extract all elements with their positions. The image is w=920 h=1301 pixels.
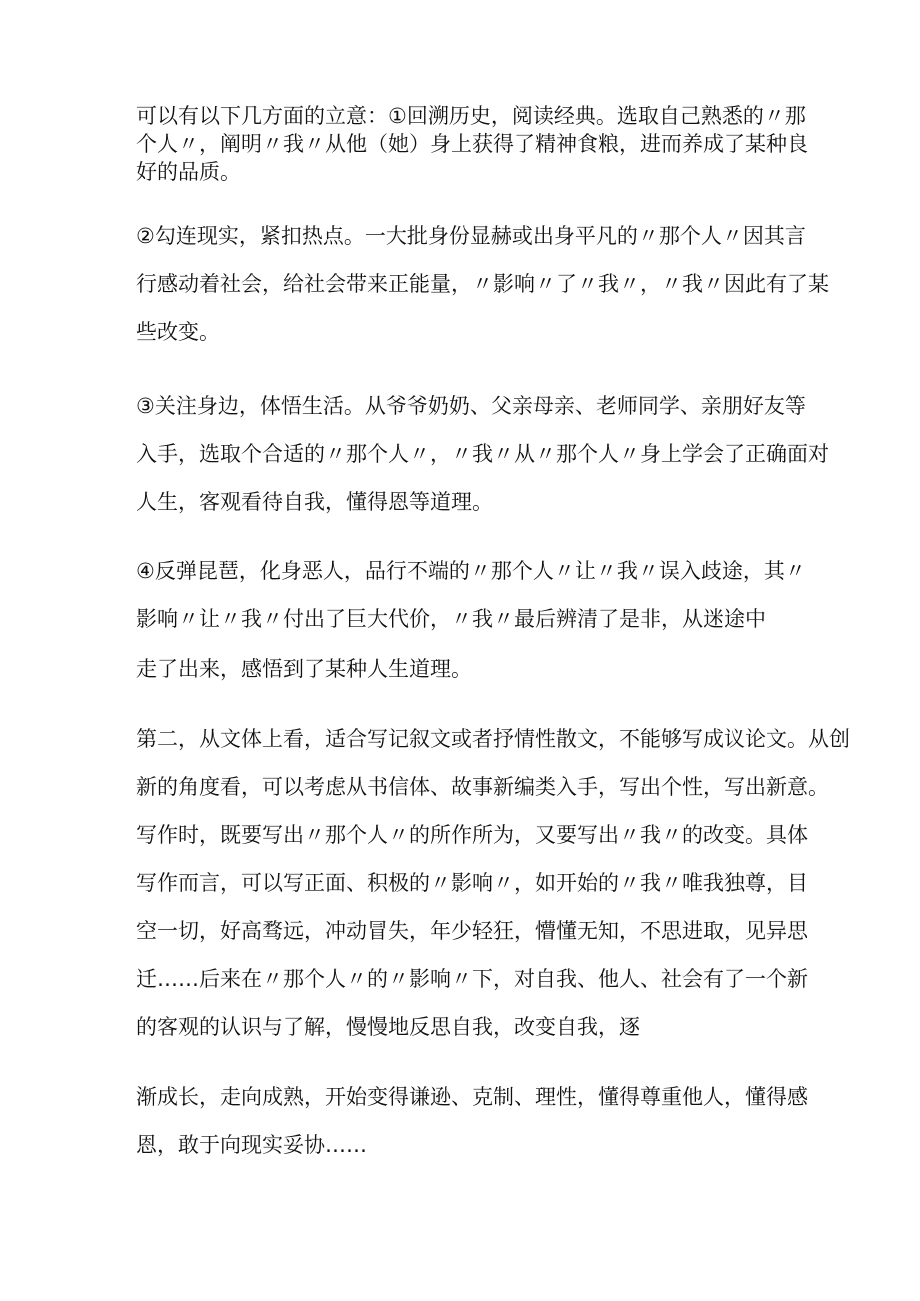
text-line: 渐成长，走向成熟，开始变得谦逊、克制、理性，懂得尊重他人，懂得感 <box>136 1085 808 1109</box>
text-line: 空一切，好高骛远，冲动冒失，年少轻狂，懵懂无知，不思进取，见异思 <box>136 919 808 943</box>
text-line: 好的品质。 <box>136 160 241 184</box>
text-line: 入手，选取个合适的〃那个人〃，〃我〃从〃那个人〃身上学会了正确面对 <box>136 442 829 466</box>
text-line: 迁……后来在〃那个人〃的〃影响〃下，对自我、他人、社会有了一个新 <box>136 967 808 991</box>
text-line: 写作时，既要写出〃那个人〃的所作所为，又要写出〃我〃的改变。具体 <box>136 823 808 847</box>
text-line: 可以有以下几方面的立意：①回溯历史，阅读经典。选取自己熟悉的〃那 <box>136 104 806 128</box>
text-line: ④反弹昆琶，化身恶人，品行不端的〃那个人〃让〃我〃误入歧途，其〃 <box>136 559 806 583</box>
text-line: 走了出来，感悟到了某种人生道理。 <box>136 657 472 681</box>
text-line: 个人〃，阐明〃我〃从他（她）身上获得了精神食粮，进而养成了某种良 <box>136 132 808 156</box>
text-line: 新的角度看，可以考虑从书信体、故事新编类入手，写出个性，写出新意。 <box>136 775 829 799</box>
text-line: 些改变。 <box>136 320 220 344</box>
text-line: 行感动着社会，给社会带来正能量，〃影响〃了〃我〃，〃我〃因此有了某 <box>136 272 829 296</box>
text-line: ③关注身边，体悟生活。从爷爷奶奶、父亲母亲、老师同学、亲朋好友等 <box>136 394 806 418</box>
text-line: 恩，敢于向现实妥协…… <box>136 1133 367 1157</box>
text-line: 的客观的认识与了解，慢慢地反思自我，改变自我，逐 <box>136 1015 640 1039</box>
text-line: 人生，客观看待自我，懂得恩等道理。 <box>136 490 493 514</box>
text-line: ②勾连现实，紧扣热点。一大批身份显赫或出身平凡的〃那个人〃因其言 <box>136 224 806 248</box>
text-line: 写作而言，可以写正面、积极的〃影响〃，如开始的〃我〃唯我独尊，目 <box>136 871 808 895</box>
text-line: 影响〃让〃我〃付出了巨大代价，〃我〃最后辨清了是非，从迷途中 <box>136 607 766 631</box>
text-line: 第二，从文体上看，适合写记叙文或者抒情性散文，不能够写成议论文。从创 <box>136 727 850 751</box>
